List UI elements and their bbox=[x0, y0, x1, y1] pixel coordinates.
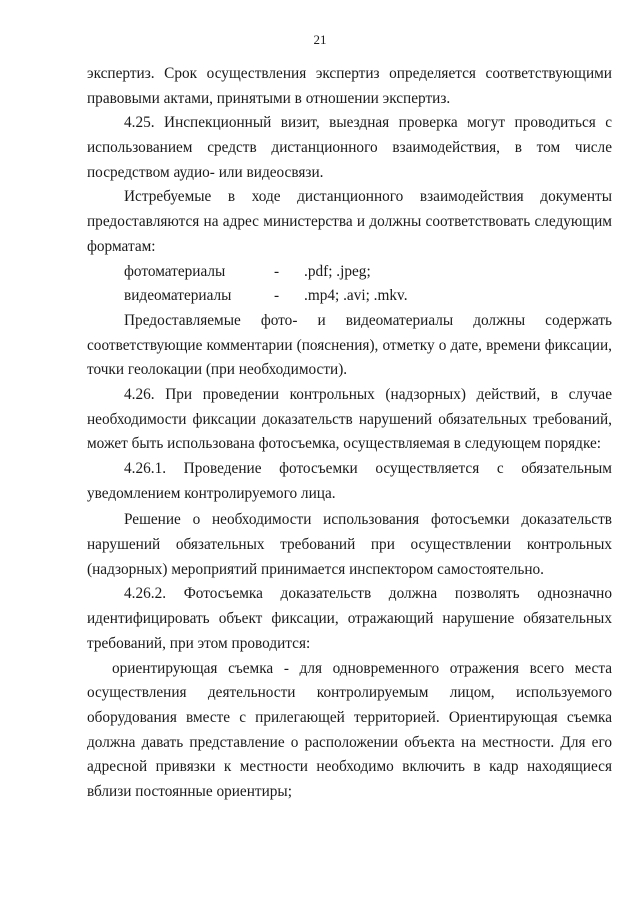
formats-list bbox=[87, 260, 612, 309]
text-line: форматам: bbox=[87, 237, 156, 255]
text-line: 4.26.2. Фотосъемка доказательств должна позволять однозначно bbox=[124, 585, 612, 603]
text-line: точки геолокации (при необходимости). bbox=[87, 361, 348, 379]
text-line: идентифицировать объект фиксации, отражающий нарушение обязательных bbox=[87, 610, 612, 628]
format-row bbox=[87, 260, 612, 285]
paragraph bbox=[87, 657, 612, 805]
text-line: 4.25. Инспекционный визит, выездная проверка могут проводиться с bbox=[124, 114, 612, 132]
paragraph bbox=[87, 582, 612, 656]
text-line: уведомлением контролируемого лица. bbox=[87, 484, 336, 502]
paragraph bbox=[87, 309, 612, 383]
format-dash: - bbox=[274, 262, 280, 280]
format-extensions: .pdf; .jpeg; bbox=[304, 262, 371, 280]
text-line: требований, при этом проводится: bbox=[87, 634, 311, 652]
document-body bbox=[87, 62, 612, 805]
text-line: оборудования вместе с прилегающей территорией. Ориентирующая съемка bbox=[87, 708, 612, 726]
format-extensions: .mp4; .avi; .mkv. bbox=[304, 287, 408, 305]
text-line: (надзорных) мероприятий принимается инспектором самостоятельно. bbox=[87, 560, 544, 578]
text-line: соответствующие комментарии (пояснения), отметку о дате, времени фиксации, bbox=[87, 336, 612, 354]
text-line: экспертиз. Срок осуществления экспертиз определяется соответствующими bbox=[87, 65, 612, 82]
format-name: фотоматериалы bbox=[124, 262, 226, 280]
format-dash: - bbox=[274, 287, 280, 305]
text-line: ориентирующая съемка - для одновременного отражения всего места bbox=[112, 659, 612, 677]
paragraph bbox=[87, 62, 612, 111]
paragraph bbox=[87, 383, 612, 457]
paragraph bbox=[87, 111, 612, 185]
text-line: Предоставляемые фото- и видеоматериалы должны содержать bbox=[124, 311, 612, 329]
paragraph bbox=[87, 185, 612, 259]
text-line: Истребуемые в ходе дистанционного взаимодействия документы bbox=[124, 188, 612, 206]
text-line: должна давать представление о расположении объекта на местности. Для его bbox=[87, 733, 612, 751]
text-line: использованием средств дистанционного взаимодействия, в том числе bbox=[87, 139, 612, 157]
paragraph bbox=[87, 457, 612, 506]
text-line: осуществления деятельности контролируемым лицом, используемого bbox=[87, 684, 612, 702]
text-line: Решение о необходимости использования фотосъемки доказательств bbox=[124, 511, 612, 529]
format-row bbox=[87, 284, 612, 309]
paragraph bbox=[87, 508, 612, 582]
text-line: 4.26.1. Проведение фотосъемки осуществляется с обязательным bbox=[124, 460, 612, 477]
text-line: необходимости фиксации доказательств нарушений обязательных требований, bbox=[87, 410, 612, 428]
text-line: может быть использована фотосъемка, осуществляемая в следующем порядке: bbox=[87, 435, 602, 453]
format-name: видеоматериалы bbox=[124, 287, 232, 305]
text-line: правовыми актами, принятыми в отношении экспертиз. bbox=[87, 89, 451, 107]
text-line: адресной привязки к местности необходимо включить в кадр находящиеся bbox=[87, 758, 612, 776]
page-number: 21 bbox=[313, 32, 327, 47]
text-line: нарушений обязательных требований при осуществлении контрольных bbox=[87, 536, 612, 554]
text-line: 4.26. При проведении контрольных (надзорных) действий, в случае bbox=[124, 385, 612, 403]
text-line: посредством аудио- или видеосвязи. bbox=[87, 163, 324, 181]
text-line: предоставляются на адрес министерства и должны соответствовать следующим bbox=[87, 213, 612, 231]
text-line: вблизи постоянные ориентиры; bbox=[87, 782, 292, 800]
